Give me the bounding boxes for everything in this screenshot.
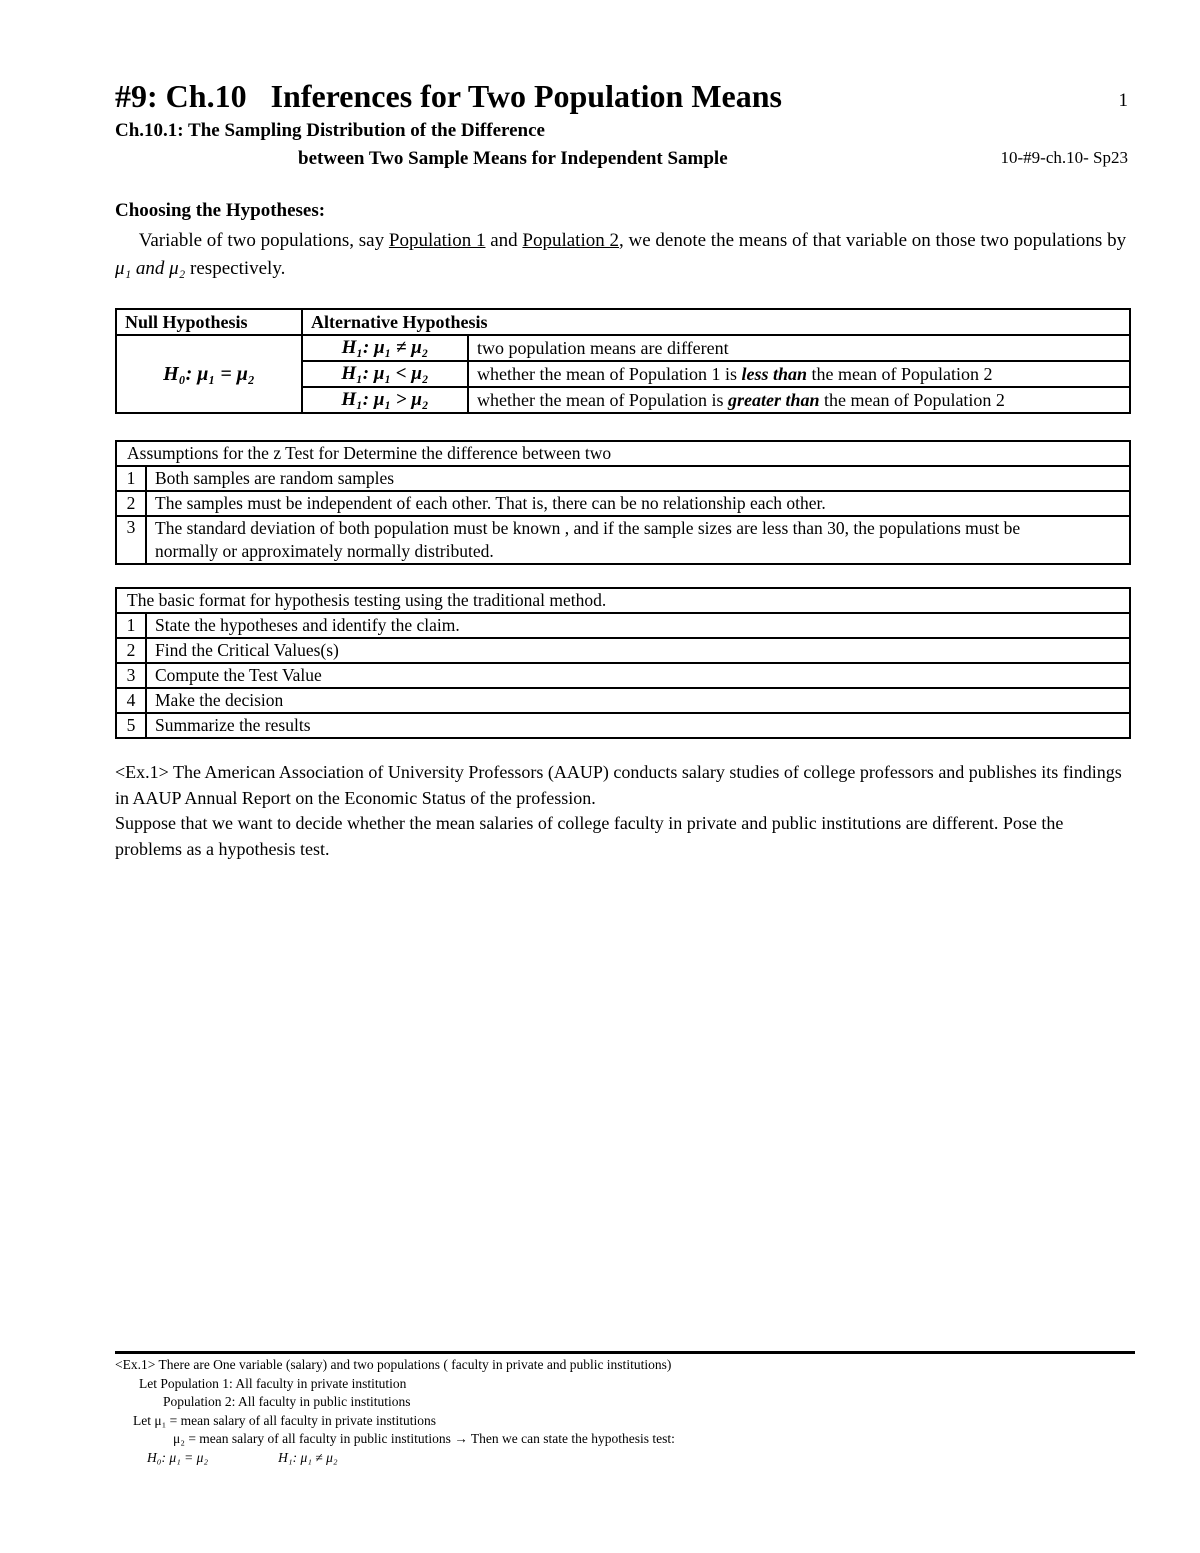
- alt-hypothesis-cell: H₁: μ₁ ≠ μ₂: [302, 335, 468, 361]
- table-row: [116, 638, 1130, 663]
- mu-expression: μ₁ and μ₂: [115, 258, 186, 279]
- row-number: 1: [116, 613, 146, 638]
- footnote-line: Population 2: All faculty in public institutions: [163, 1394, 411, 1409]
- page-number: 1: [1118, 90, 1128, 111]
- row-number: 5: [116, 713, 146, 738]
- footnote-line: μ₂ = mean salary of all faculty in public institutions → Then we can state the hypothesis test:: [173, 1431, 675, 1446]
- footnote-h0: H₀: μ₁ = μ₂: [147, 1449, 209, 1465]
- row-text: Find the Critical Values(s): [146, 638, 1130, 663]
- subtitle-line-2: between Two Sample Means for Independent Sample: [298, 148, 728, 169]
- page-title: [115, 78, 782, 115]
- title-topic: Inferences for Two Population Means: [270, 78, 782, 114]
- format-header: The basic format for hypothesis testing using the traditional method.: [116, 588, 1130, 613]
- row-text: The samples must be independent of each other. That is, there can be no relationship each other.: [146, 491, 1130, 516]
- row-number: 1: [116, 466, 146, 491]
- alt-hypothesis-cell: H₁: μ₁ > μ₂: [302, 387, 468, 413]
- alternative-hypothesis-header: Alternative Hypothesis: [302, 309, 1130, 335]
- alt-description-cell: two population means are different: [468, 335, 1130, 361]
- example-block: [115, 760, 1130, 862]
- row-number: 3: [116, 663, 146, 688]
- row-text: Both samples are random samples: [146, 466, 1130, 491]
- title-chapter: #9: Ch.10: [115, 78, 247, 114]
- alt-description-cell: whether the mean of Population is greater than the mean of Population 2: [468, 387, 1130, 413]
- row-text: Make the decision: [146, 688, 1130, 713]
- subtitle-line-1: Ch.10.1: The Sampling Distribution of the Difference: [115, 120, 545, 141]
- row-text: Compute the Test Value: [146, 663, 1130, 688]
- row-number: 3: [116, 516, 146, 564]
- row-text: The standard deviation of both population must be known , and if the sample sizes are less than 30, the populations must be normally or approximately normally distributed.: [146, 516, 1130, 564]
- table-row: [116, 688, 1130, 713]
- row-number: 2: [116, 638, 146, 663]
- example-line-2: Suppose that we want to decide whether the mean salaries of college faculty in private and public institutions are different. Pose the problems as a hypothesis test.: [115, 813, 1064, 859]
- table-row: [116, 491, 1130, 516]
- footnote-h1: H₁: μ₁ ≠ μ₂: [278, 1449, 338, 1465]
- traditional-method-table: [115, 587, 1131, 739]
- hypotheses-heading: Choosing the Hypotheses:: [115, 200, 326, 221]
- table-row: [116, 516, 1130, 564]
- footnote-line: <Ex.1> There are One variable (salary) and two populations ( faculty in private and public institutions): [115, 1357, 672, 1372]
- assumptions-table: [115, 440, 1131, 565]
- format-header-row: [116, 588, 1130, 613]
- example-line-1: <Ex.1> The American Association of University Professors (AAUP) conducts salary studies of college professors and publishes its findings in AAUP Annual Report on the Economic Status of the profession.: [115, 762, 1122, 808]
- hypotheses-paragraph: Variable of two populations, say Population 1 and Population 2, we denote the means of that variable on those two populations by μ₁ and μ₂ respectively.: [115, 230, 1127, 279]
- row-number: 2: [116, 491, 146, 516]
- alt-hypothesis-cell: H₁: μ₁ < μ₂: [302, 361, 468, 387]
- alt-description-cell: whether the mean of Population 1 is less than the mean of Population 2: [468, 361, 1130, 387]
- table-row: [116, 663, 1130, 688]
- row-text: State the hypotheses and identify the claim.: [146, 613, 1130, 638]
- footnote-line: Let Population 1: All faculty in private institution: [139, 1375, 407, 1391]
- table-row: [116, 713, 1130, 738]
- table-row: [116, 335, 1130, 361]
- footnote-block: [115, 1356, 675, 1467]
- table-row: [116, 613, 1130, 638]
- assumptions-header: Assumptions for the z Test for Determine the difference between two: [116, 441, 1130, 466]
- population-1-term: Population 1: [388, 230, 486, 251]
- footnote-divider: [115, 1351, 1135, 1354]
- footnote-line: Let μ₁ = mean salary of all faculty in private institutions: [133, 1412, 436, 1428]
- null-hypothesis-header: Null Hypothesis: [116, 309, 302, 335]
- hypothesis-table-header: [116, 309, 1130, 335]
- assumptions-header-row: [116, 441, 1130, 466]
- document-code: 10-#9-ch.10- Sp23: [1000, 148, 1128, 167]
- table-row: [116, 466, 1130, 491]
- row-text: Summarize the results: [146, 713, 1130, 738]
- population-2-term: Population 2: [522, 230, 619, 251]
- footnote-hypotheses: [115, 1449, 675, 1468]
- null-hypothesis-cell: H₀: μ₁ = μ₂: [116, 335, 302, 413]
- hypothesis-table: [115, 308, 1131, 414]
- row-number: 4: [116, 688, 146, 713]
